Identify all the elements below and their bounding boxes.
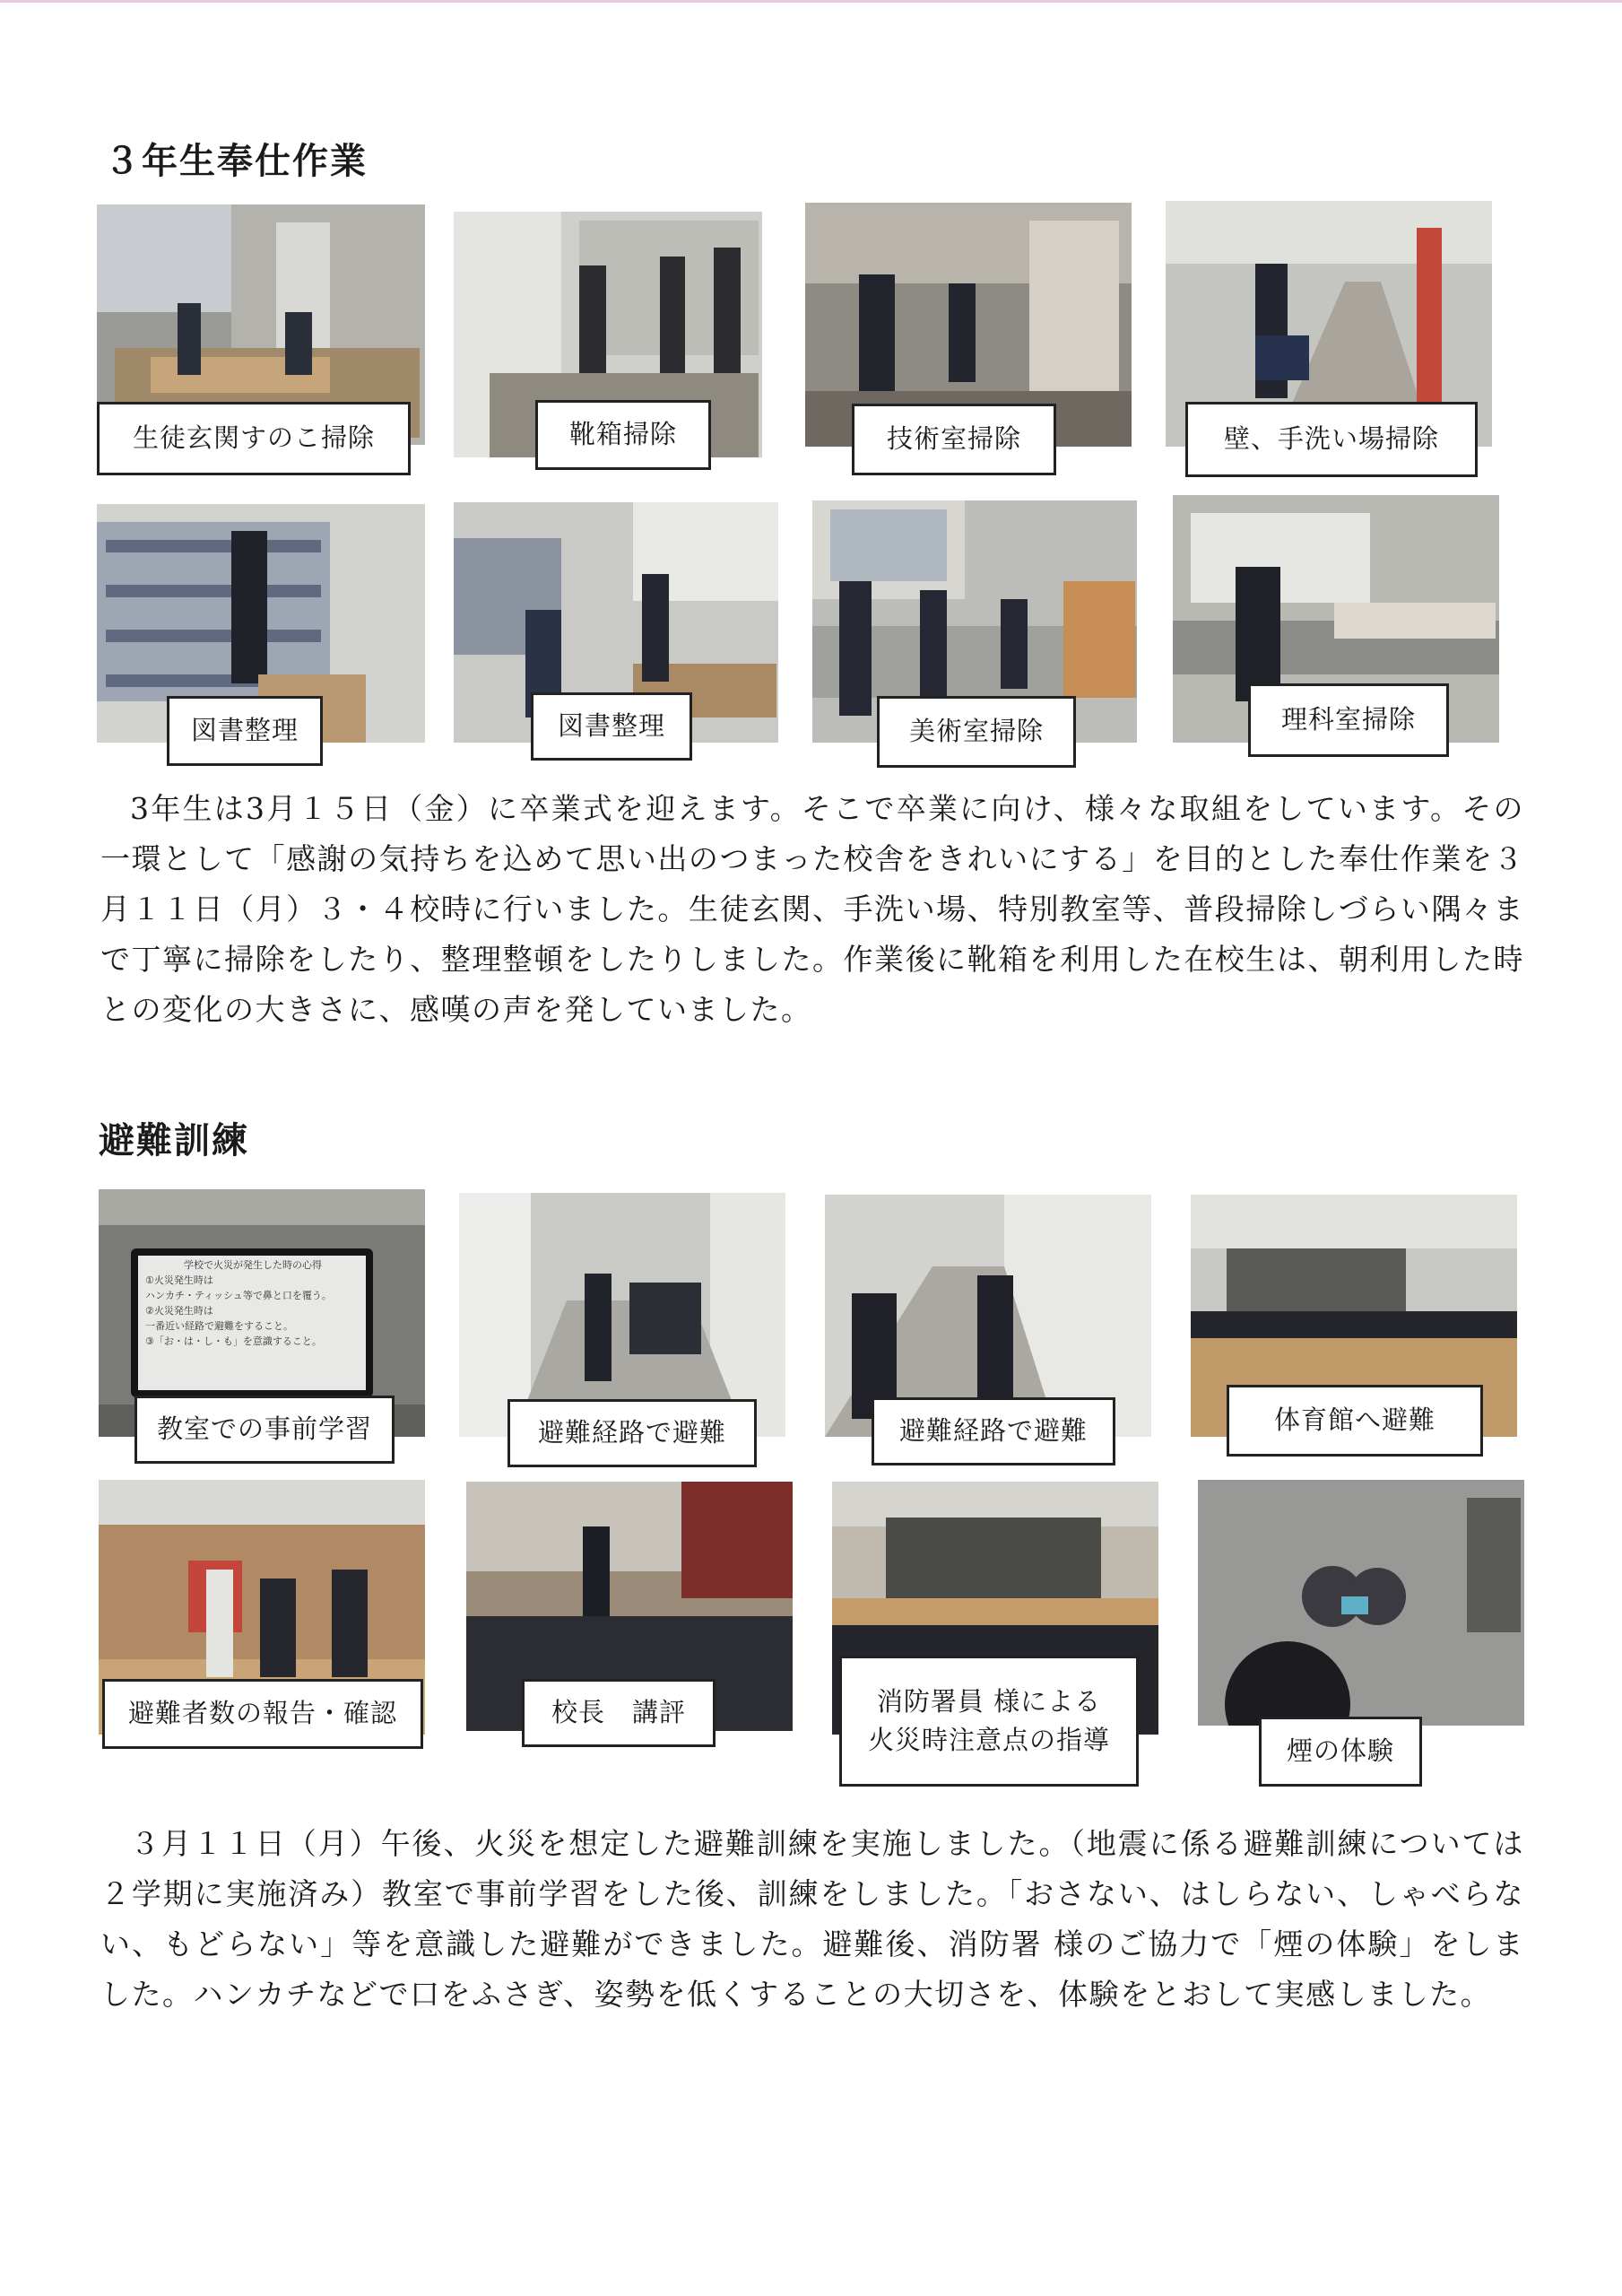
- caption-art-room-cleaning: 美術室掃除: [877, 696, 1076, 768]
- caption-wall-sink-cleaning: 壁、手洗い場掃除: [1185, 402, 1478, 477]
- slide-line: ②火災発生時は: [145, 1305, 213, 1317]
- caption-headcount-report: 避難者数の報告・確認: [102, 1679, 423, 1749]
- caption-entrance-cleaning: 生徒玄関すのこ掃除: [97, 402, 411, 475]
- slide-title: 学校で火災が発生した時の心得: [184, 1259, 322, 1271]
- caption-science-room-cleaning: 理科室掃除: [1248, 683, 1449, 757]
- caption-smoke-experience: 煙の体験: [1259, 1717, 1422, 1787]
- section-title-service: ３年生奉仕作業: [104, 141, 368, 182]
- section-title-drill: 避難訓練: [99, 1120, 249, 1161]
- slide-line: ③「お・は・し・も」を意識すること。: [145, 1335, 322, 1347]
- caption-line-1: 消防署員 様による: [876, 1685, 1102, 1717]
- caption-library-organizing-2: 図書整理: [531, 692, 692, 761]
- caption-line-2: 火災時注意点の指導: [867, 1725, 1110, 1755]
- caption-library-organizing-1: 図書整理: [167, 696, 323, 766]
- caption-evacuation-route-2: 避難経路で避難: [872, 1397, 1115, 1465]
- paragraph-service: 3年生は3月１５日（金）に卒業式を迎えます。そこで卒業に向け、様々な取組をしています。その一環として「感謝の気持ちを込めて思い出のつまった校舎をきれいにする」を目的とした奉仕作業を３月１１日（月）３・４校時に行いました。生徒玄関、手洗い場、特別教室等、普段掃除しづらい隅々まで丁寧に掃除をしたり、整理整頓をしたりしました。作業後に靴箱を利用した在校生は、朝利用した時との変化の大きさに、感嘆の声を発していました。: [100, 791, 1524, 1027]
- caption-principal-review: 校長 講評: [522, 1679, 716, 1747]
- paragraph-drill: ３月１１日（月）午後、火災を想定した避難訓練を実施しました。（地震に係る避難訓練については２学期に実施済み）教室で事前学習をした後、訓練をしました。「おさない、はしらない、しゃべらない、もどらない」等を意識した避難ができました。避難後、消防署 様のご協力で「煙の体験」をしました。ハンカチなどで口をふさぎ、姿勢を低くすることの大切さを、体験をとおして実感しました。: [100, 1826, 1524, 2012]
- caption-shoebox-cleaning: 靴箱掃除: [535, 400, 711, 470]
- caption-evacuation-route-1: 避難経路で避難: [507, 1399, 757, 1467]
- slide-text: [145, 1257, 360, 1349]
- caption-classroom-prelearning: 教室での事前学習: [134, 1396, 395, 1464]
- caption-gym-evacuation: 体育館へ避難: [1227, 1385, 1483, 1457]
- caption-tech-room-cleaning: 技術室掃除: [852, 404, 1056, 475]
- slide-line: 一番近い経路で避難をすること。: [145, 1320, 293, 1332]
- slide-line: ハンカチ・ティッシュ等で鼻と口を覆う。: [145, 1290, 332, 1301]
- slide-line: ①火災発生時は: [145, 1274, 213, 1286]
- photo-smoke-experience: [1198, 1480, 1524, 1726]
- caption-firefighter-guidance: [839, 1656, 1139, 1787]
- top-border: [0, 0, 1622, 3]
